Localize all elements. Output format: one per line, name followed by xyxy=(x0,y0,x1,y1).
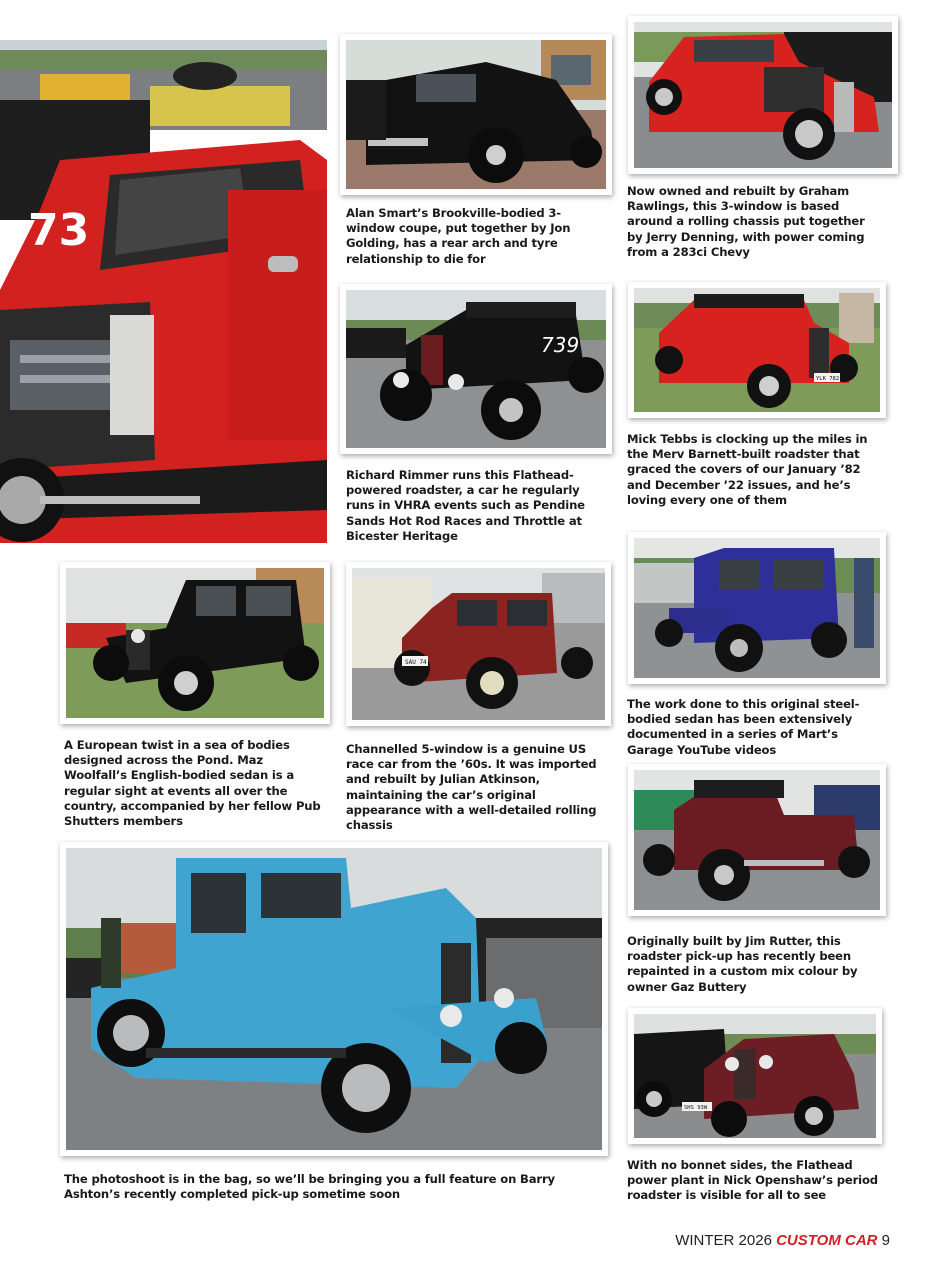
photo-red-3window-rawlings xyxy=(628,16,898,174)
photo-red-coupe-hero xyxy=(0,40,327,543)
caption-nick-openshaw: With no bonnet sides, the Flathead power plant in Nick Openshaw’s period roadster is visible for all to see xyxy=(627,1158,878,1203)
page-folio xyxy=(675,1232,890,1249)
channelled-plate: SAU 74 xyxy=(405,659,427,666)
photo-blue-sedan xyxy=(628,532,886,684)
photo-black-coupe xyxy=(340,34,612,195)
rimmer-car-number: 739 xyxy=(541,333,580,357)
caption-jim-rutter: Originally built by Jim Rutter, this roadster pick-up has recently been repainted in a custom mix colour by owner Gaz Buttery xyxy=(627,934,858,994)
photo-burgundy-roadster-openshaw xyxy=(628,1008,882,1144)
hero-car-number: 73 xyxy=(28,205,90,256)
caption-pickup-feature: The photoshoot is in the bag, so we’ll be bringing you a full feature on Barry Ashton’s recently completed pick-up sometime soon xyxy=(64,1172,555,1202)
photo-black-sedan-european xyxy=(60,562,330,724)
tebbs-plate: YLK 782 xyxy=(816,376,840,382)
caption-richard-rimmer: Richard Rimmer runs this Flathead-powered roadster, a car he regularly runs in VHRA events such as Pendine Sands Hot Rod Races and Throttle at Bicester Heritage xyxy=(346,468,585,543)
photo-red-roadster-tebbs xyxy=(628,282,886,418)
folio-magazine-name: CUSTOM CAR xyxy=(776,1232,878,1249)
folio-page-number: 9 xyxy=(881,1232,890,1249)
photo-blue-pickup-feature xyxy=(60,842,608,1156)
photo-burgundy-pickup-rutter xyxy=(628,764,886,916)
caption-steel-sedan: The work done to this original steel-bodied sedan has been extensively documented in a series of Mart’s Garage YouTube videos xyxy=(627,697,860,757)
caption-channelled-5window: Channelled 5-window is a genuine US race car from the ’60s. It was imported and rebuilt by Julian Atkinson, maintaining the car’s original appearance with a well-detailed rolling chassis xyxy=(346,742,597,833)
caption-mick-tebbs: Mick Tebbs is clocking up the miles in the Merv Barnett-built roadster that graced the covers of our January ’82 and December ’22 issues, and he’s loving every one of them xyxy=(627,432,868,507)
caption-coupe-brookville: Alan Smart’s Brookville-bodied 3-window coupe, put together by Jon Golding, has a rear arch and tyre relationship to die for xyxy=(346,206,571,266)
caption-european-twist: A European twist in a sea of bodies designed across the Pond. Maz Woolfall’s English-bodied sedan is a regular sight at events all over the country, accompanied by her fellow Pub Shutters members xyxy=(64,738,321,829)
photo-black-roadster-739 xyxy=(340,284,612,454)
caption-graham-rawlings: Now owned and rebuilt by Graham Rawlings, this 3-window is based around a rolling chassis put together by Jerry Denning, with power coming from a 283ci Chevy xyxy=(627,184,865,259)
photo-red-5window-channelled xyxy=(346,562,611,726)
folio-issue: WINTER 2026 xyxy=(675,1232,772,1249)
openshaw-plate: SHS 93W xyxy=(684,1105,708,1111)
